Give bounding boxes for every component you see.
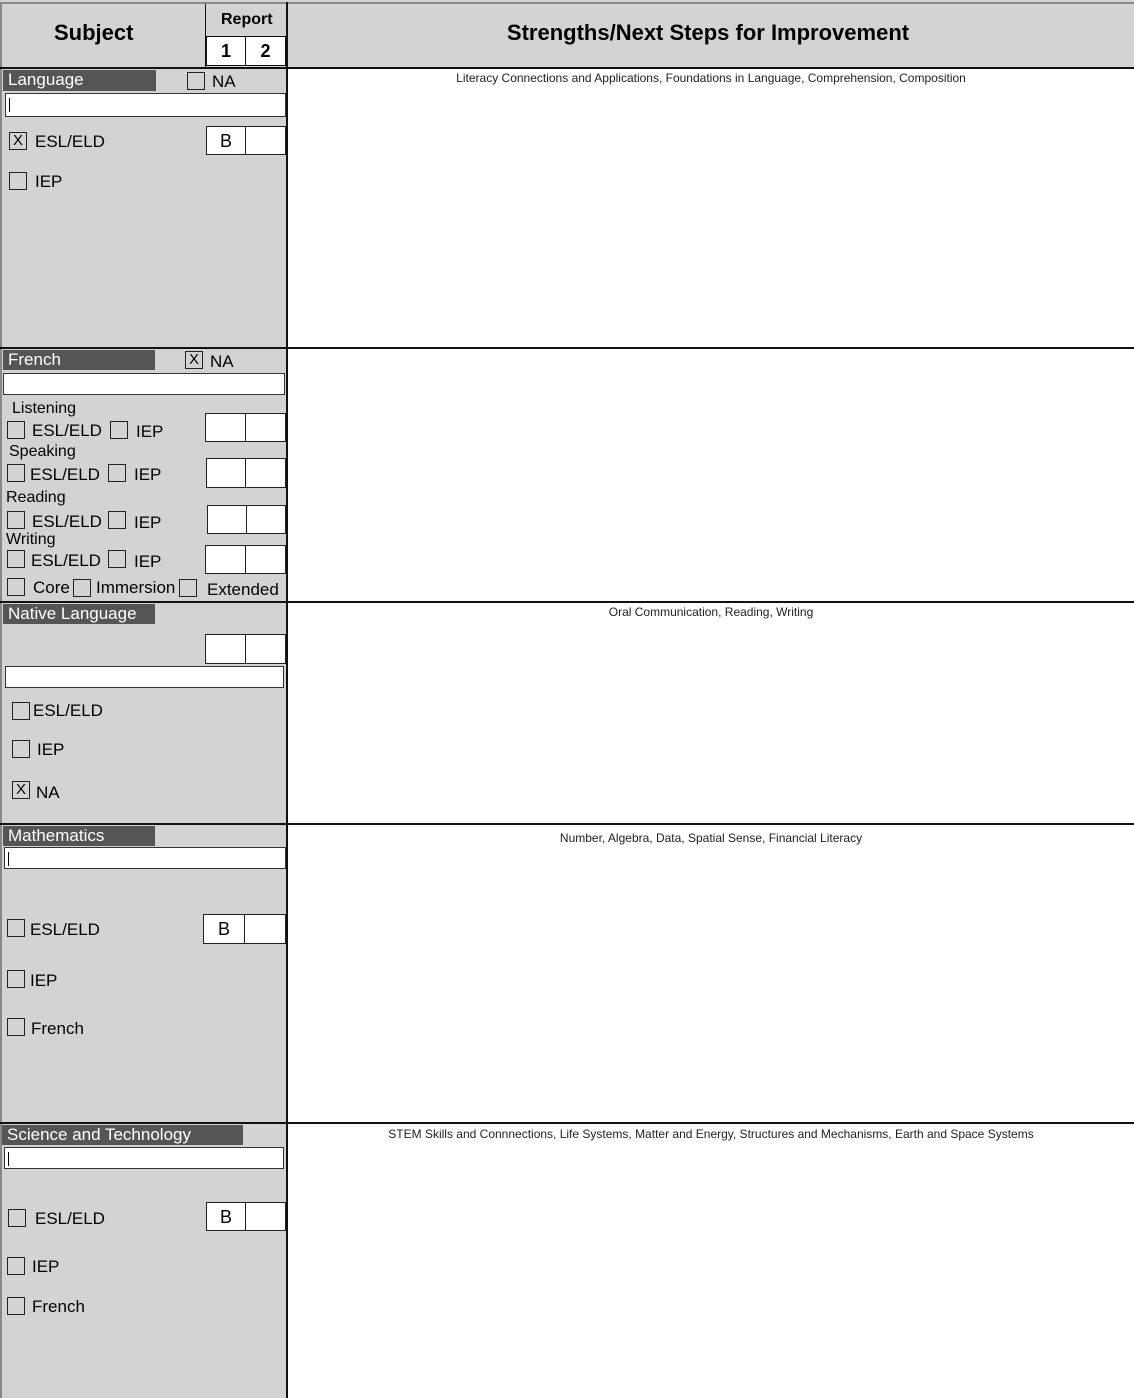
science-iep-label: IEP	[32, 1257, 60, 1276]
language-esl-checkbox[interactable]: X	[9, 132, 27, 150]
text-caret	[8, 1152, 9, 1166]
french-listening-label: Listening	[12, 400, 77, 417]
section-line	[0, 347, 1134, 349]
science-iep-checkbox[interactable]	[7, 1257, 25, 1275]
french-writing-esl-checkbox[interactable]	[7, 550, 25, 568]
subject-column	[0, 0, 288, 1398]
french-speaking-grade-term1[interactable]	[206, 458, 246, 488]
french-reading-grade-term1[interactable]	[207, 505, 247, 534]
mathematics-french-checkbox[interactable]	[7, 1018, 25, 1036]
section-line	[0, 67, 1134, 69]
french-reading-grade-term2[interactable]	[246, 505, 286, 534]
french-reading-esl-label: ESL/ELD	[32, 512, 102, 531]
french-writing-iep-checkbox[interactable]	[108, 550, 126, 568]
french-reading-iep-label: IEP	[134, 513, 162, 532]
french-listening-iep-checkbox[interactable]	[110, 421, 128, 439]
science-comment-input[interactable]	[4, 1147, 284, 1169]
french-reading-esl-checkbox[interactable]	[7, 511, 25, 529]
science-grade-term2[interactable]	[245, 1202, 286, 1231]
report-header: Report	[221, 11, 273, 28]
native-language-strands: Oral Communication, Reading, Writing	[608, 605, 814, 619]
french-listening-esl-checkbox[interactable]	[7, 421, 25, 439]
french-listening-iep-label: IEP	[136, 422, 164, 441]
language-title: Language	[3, 70, 156, 91]
native-language-na-label: NA	[36, 783, 60, 802]
text-caret	[8, 852, 9, 866]
mathematics-title: Mathematics	[3, 826, 155, 846]
french-reading-label: Reading	[6, 489, 66, 506]
mathematics-grade-term2[interactable]	[244, 914, 286, 944]
language-comment-input[interactable]	[5, 93, 286, 117]
term-2-header: 2	[245, 36, 286, 66]
french-writing-label: Writing	[6, 531, 56, 548]
science-grade-term1[interactable]: B	[206, 1202, 246, 1231]
french-extended-label: Extended	[207, 580, 279, 599]
section-line	[0, 601, 1134, 603]
mathematics-esl-label: ESL/ELD	[30, 920, 100, 939]
french-speaking-iep-label: IEP	[134, 465, 162, 484]
mathematics-comment-input[interactable]	[4, 847, 286, 869]
language-iep-checkbox[interactable]	[9, 172, 27, 190]
science-french-label: French	[32, 1297, 85, 1316]
science-title: Science and Technology	[2, 1125, 243, 1145]
french-listening-esl-label: ESL/ELD	[32, 421, 102, 440]
french-writing-grade-term2[interactable]	[245, 545, 286, 574]
french-speaking-iep-checkbox[interactable]	[108, 464, 126, 482]
section-line	[0, 1122, 1134, 1124]
native-language-esl-checkbox[interactable]	[12, 702, 30, 720]
language-grade-term1[interactable]: B	[206, 126, 246, 155]
language-iep-label: IEP	[35, 172, 63, 191]
french-extended-checkbox[interactable]	[179, 579, 197, 597]
border-left	[0, 2, 2, 1398]
native-language-iep-label: IEP	[37, 740, 65, 759]
french-speaking-label: Speaking	[9, 443, 76, 460]
french-writing-esl-label: ESL/ELD	[31, 551, 101, 570]
mathematics-esl-checkbox[interactable]	[7, 919, 25, 937]
french-speaking-esl-label: ESL/ELD	[30, 465, 100, 484]
mathematics-iep-label: IEP	[30, 971, 58, 990]
french-listening-grade-term1[interactable]	[205, 413, 246, 442]
french-na-label: NA	[210, 352, 234, 371]
language-na-checkbox[interactable]	[187, 72, 205, 90]
native-language-iep-checkbox[interactable]	[12, 740, 30, 758]
comments-area	[288, 69, 1134, 1398]
native-language-comment-input[interactable]	[5, 666, 284, 688]
french-writing-iep-label: IEP	[134, 552, 162, 571]
french-speaking-grade-term2[interactable]	[245, 458, 286, 488]
mathematics-iep-checkbox[interactable]	[7, 970, 25, 988]
science-strands: STEM Skills and Connnections, Life Systems, Matter and Energy, Structures and Mechanisms, Earth and Space Systems	[388, 1127, 1034, 1141]
language-na-label: NA	[212, 72, 236, 91]
border-top	[0, 2, 1134, 4]
native-language-grade-term1[interactable]	[205, 634, 246, 664]
mathematics-grade-term1[interactable]: B	[203, 914, 245, 944]
french-writing-grade-term1[interactable]	[205, 545, 246, 574]
subject-header: Subject	[54, 20, 134, 45]
comments-header: Strengths/Next Steps for Improvement	[506, 20, 910, 45]
french-listening-grade-term2[interactable]	[245, 413, 286, 442]
mathematics-strands: Number, Algebra, Data, Spatial Sense, Financial Literacy	[559, 831, 863, 845]
language-strands: Literacy Connections and Applications, Foundations in Language, Comprehension, Composition	[456, 71, 966, 85]
native-language-grade-term2[interactable]	[245, 634, 286, 664]
text-caret	[9, 98, 10, 112]
french-immersion-checkbox[interactable]	[73, 579, 91, 597]
french-comment-input[interactable]	[3, 373, 285, 395]
french-core-label: Core	[33, 578, 70, 597]
french-na-checkbox[interactable]: X	[185, 351, 203, 369]
french-speaking-esl-checkbox[interactable]	[7, 464, 25, 482]
language-grade-term2[interactable]	[245, 126, 286, 155]
science-french-checkbox[interactable]	[7, 1297, 25, 1315]
term-1-header: 1	[206, 36, 246, 66]
science-esl-checkbox[interactable]	[8, 1209, 26, 1227]
mathematics-french-label: French	[31, 1019, 84, 1038]
french-reading-iep-checkbox[interactable]	[108, 511, 126, 529]
french-title: French	[3, 350, 155, 370]
native-language-esl-label: ESL/ELD	[33, 701, 103, 720]
language-esl-label: ESL/ELD	[35, 132, 105, 151]
french-core-checkbox[interactable]	[7, 578, 25, 596]
section-line	[0, 823, 1134, 825]
science-esl-label: ESL/ELD	[35, 1209, 105, 1228]
native-language-title: Native Language	[3, 604, 155, 624]
native-language-na-checkbox[interactable]: X	[12, 781, 30, 799]
french-immersion-label: Immersion	[96, 578, 176, 597]
column-divider	[286, 2, 288, 1398]
